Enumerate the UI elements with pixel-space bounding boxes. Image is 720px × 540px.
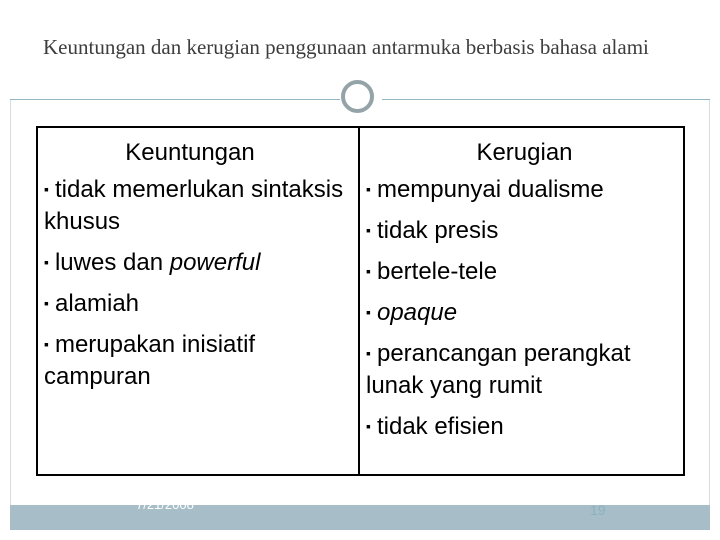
disadvantages-list [366,173,683,443]
disadvantages-column [360,128,683,474]
square-bullet-icon: ▪ [366,222,371,238]
square-bullet-icon: ▪ [44,336,49,352]
disadvantages-header: Kerugian [476,139,573,166]
list-item: ▪ tidak memerlukan sintaksis khusus [44,176,344,235]
advantages-list [44,173,358,393]
list-item: ▪ bertele-tele [366,258,498,285]
list-item: ▪ tidak efisien [366,413,504,440]
square-bullet-icon: ▪ [44,295,49,311]
square-bullet-icon: ▪ [366,345,371,361]
list-item: ▪ perancangan perangkat lunak yang rumit [366,340,631,399]
title-divider-right [382,99,710,100]
title-divider-left [10,99,340,100]
square-bullet-icon: ▪ [366,263,371,279]
square-bullet-icon: ▪ [366,418,371,434]
ring-ornament-icon [341,80,374,113]
comparison-table [36,126,685,476]
square-bullet-icon: ▪ [366,304,371,320]
page-number: 19 [590,502,606,518]
list-item: ▪ alamiah [44,290,140,317]
list-item: ▪ mempunyai dualisme [366,176,604,203]
list-item: ▪ merupakan inisiatif campuran [44,331,256,390]
list-item: ▪ opaque [366,299,458,326]
square-bullet-icon: ▪ [44,181,49,197]
advantages-column [38,128,360,474]
slide-title: Keuntungan dan kerugian penggunaan antarmuka berbasis bahasa alami [43,35,649,59]
list-item: ▪ tidak presis [366,217,499,244]
square-bullet-icon: ▪ [366,181,371,197]
footer-date: 7/21/2008 [136,497,194,512]
advantages-header: Keuntungan [125,139,255,166]
square-bullet-icon: ▪ [44,254,49,270]
list-item: ▪ luwes dan powerful [44,249,261,276]
